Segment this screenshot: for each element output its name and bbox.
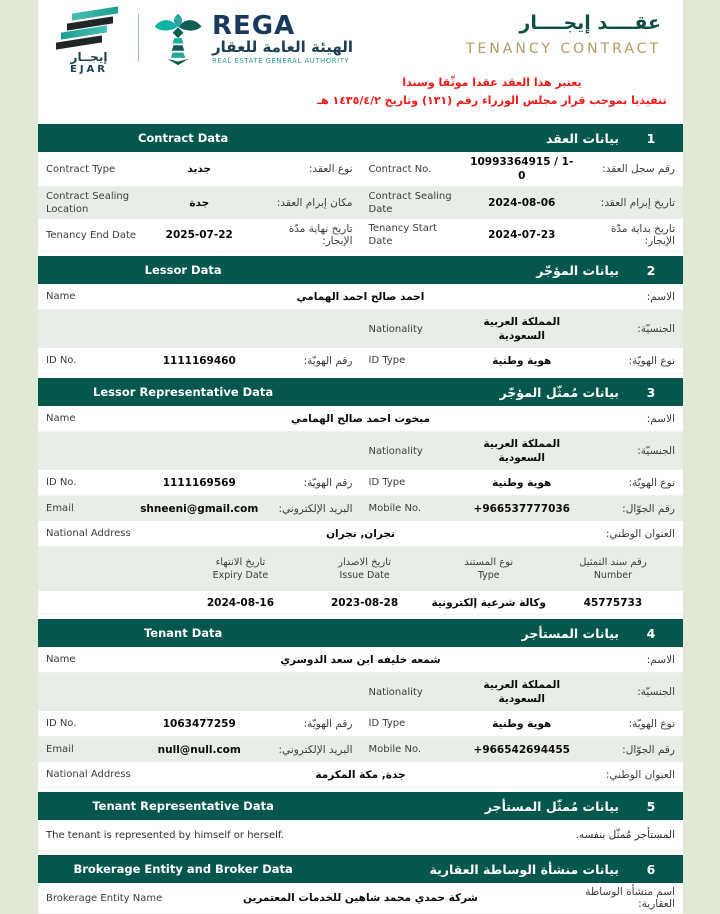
- ejar-logo-icon: [46, 10, 132, 46]
- empty-cell: [38, 673, 361, 711]
- value-doc-number: 45775733: [583, 596, 643, 609]
- field-label-ar: تاريخ إبرام العقد:: [600, 197, 675, 210]
- field-label-ar: رقم الجوّال:: [622, 502, 675, 515]
- field-value: هوية وطنية: [492, 354, 552, 367]
- table-row: [38, 310, 683, 348]
- tenant-self-representation-note: [38, 820, 683, 851]
- section-header-lessor-representative: [38, 378, 683, 406]
- column-label-en: Type: [477, 570, 500, 582]
- section-header-tenant-representative: [38, 792, 683, 820]
- section-title-arabic: بيانات المؤجّر: [536, 262, 619, 278]
- column-label-en: Expiry Date: [212, 570, 269, 582]
- note-english: The tenant is represented by himself or herself.: [46, 829, 284, 841]
- field-label-ar: الاسم:: [646, 290, 675, 303]
- section-title-english: Contract Data: [137, 131, 229, 145]
- contract-page: [38, 0, 683, 911]
- field-contract-no: [361, 152, 684, 186]
- field-label-ar: رقم الهويّة:: [303, 717, 353, 730]
- field-rep-name: [38, 406, 683, 431]
- section-number: 4: [646, 625, 656, 641]
- document-title-arabic: عقــــد إيجــــار: [519, 12, 661, 34]
- field-label-en: Contract Sealing Date: [368, 191, 452, 216]
- logo-divider: [138, 14, 139, 62]
- field-label-ar: تاريخ بداية مدّة الإيجار:: [610, 223, 675, 248]
- table-row: [38, 470, 683, 496]
- document-title-english: TENANCY CONTRACT: [465, 41, 661, 57]
- field-value: نجران, نجران: [326, 527, 395, 540]
- document-title: [466, 12, 661, 57]
- field-label-ar: العنوان الوطني:: [605, 768, 675, 781]
- field-label-en: ID No.: [46, 355, 77, 367]
- field-label-en: Mobile No.: [368, 744, 422, 756]
- field-rep-id-type: [361, 470, 684, 495]
- field-value: 1063477259: [162, 717, 236, 730]
- field-label-ar: نوع الهويّة:: [628, 476, 675, 489]
- field-tenant-national-address: [38, 762, 683, 787]
- field-value: جدة, مكة المكرمة: [315, 768, 406, 781]
- field-label-ar: الجنسيّة:: [637, 445, 675, 458]
- field-label-en: Nationality: [368, 686, 423, 698]
- value-expiry-date: 2024-08-16: [206, 596, 275, 609]
- field-value: shneeni@gmail.com: [140, 502, 259, 515]
- field-label-ar: نوع الهويّة:: [628, 717, 675, 730]
- field-lessor-name: [38, 284, 683, 309]
- field-label-ar: رقم سجل العقد:: [602, 163, 675, 176]
- field-value: شمعه خليفه ابن سعد الدوسري: [280, 653, 441, 666]
- field-tenant-id-no: [38, 711, 361, 736]
- field-value: null@null.com: [157, 743, 241, 756]
- table-row: [38, 647, 683, 673]
- field-tenant-email: [38, 737, 361, 762]
- field-value: هوية وطنية: [492, 717, 552, 730]
- field-label-ar: البريد الإلكتروني:: [278, 502, 353, 515]
- ejar-logo: [46, 10, 132, 75]
- representation-doc-header-row: [38, 547, 683, 591]
- column-label-ar: تاريخ الانتهاء: [215, 557, 266, 569]
- field-label-ar: الجنسيّة:: [637, 686, 675, 699]
- field-contract-type: [38, 152, 361, 186]
- field-rep-national-address: [38, 521, 683, 546]
- column-label-en: Number: [593, 570, 632, 582]
- section-title-arabic: بيانات منشأة الوساطة العقارية: [429, 861, 619, 877]
- rega-text-block: [212, 10, 354, 66]
- table-row: [38, 673, 683, 711]
- rega-palm-icon: [151, 12, 205, 66]
- table-row: [38, 432, 683, 470]
- field-label-en: ID No.: [46, 477, 77, 489]
- field-label-en: Tenancy Start Date: [368, 223, 437, 248]
- rega-logo: [151, 12, 353, 66]
- field-label-en: National Address: [46, 769, 131, 781]
- field-value: جدة: [189, 197, 210, 210]
- column-label-ar: رقم سند التمثيل: [579, 557, 647, 569]
- rega-english-name: REAL ESTATE GENERAL AUTHORITY: [212, 57, 350, 66]
- section-header-tenant-data: [38, 619, 683, 647]
- field-label-ar: نوع العقد:: [309, 163, 353, 176]
- column-doc-number: [551, 557, 675, 581]
- field-label-en: ID No.: [46, 718, 77, 730]
- section-title-arabic: بيانات مُمثّل المؤجّر: [499, 384, 619, 400]
- field-value: المملكة العربية السعودية: [483, 438, 561, 465]
- field-label-ar: الاسم:: [646, 653, 675, 666]
- field-value: 2024-07-23: [488, 229, 556, 242]
- field-label-ar: تاريخ نهاية مدّة الإيجار:: [288, 223, 353, 248]
- table-row: [38, 496, 683, 521]
- section-header-contract-data: [38, 124, 683, 152]
- table-row: [38, 762, 683, 788]
- field-start-date: [361, 219, 684, 251]
- field-value: 1111169569: [162, 476, 236, 489]
- table-row: [38, 883, 683, 914]
- section-title-arabic: بيانات مُمثّل المستأجر: [484, 798, 619, 814]
- section-title-english: Tenant Data: [143, 626, 223, 641]
- column-issue-date: [303, 557, 427, 581]
- field-label-en: ID Type: [368, 718, 406, 730]
- representation-doc-values: [178, 597, 683, 609]
- field-sealing-date: [361, 187, 684, 219]
- field-label-en: Name: [46, 291, 76, 303]
- field-label-ar: العنوان الوطني:: [605, 527, 675, 540]
- field-value: 2024-08-06: [488, 197, 556, 210]
- section-title-arabic: بيانات المستأجر: [521, 625, 619, 641]
- rega-wordmark: REGA: [212, 10, 296, 41]
- field-label-ar: الجنسيّة:: [637, 323, 675, 336]
- field-value: المملكة العربية السعودية: [483, 316, 561, 343]
- section-number: 5: [646, 798, 656, 814]
- field-label-ar: رقم الهويّة:: [303, 476, 353, 489]
- section-title-english: Lessor Representative Data: [93, 385, 274, 400]
- column-expiry-date: [178, 557, 302, 581]
- ejar-wordmark-latin: EJAR: [70, 63, 108, 75]
- field-label-ar: البريد الإلكتروني:: [278, 743, 353, 756]
- field-label-en: Brokerage Entity Name: [46, 892, 163, 904]
- field-label-en: Name: [46, 654, 76, 666]
- table-row: [38, 711, 683, 737]
- field-tenant-mobile: [361, 737, 684, 762]
- section-number: 6: [646, 861, 656, 877]
- ejar-wordmark-arabic: إيجــار: [70, 49, 108, 64]
- field-label-en: Contract No.: [368, 163, 432, 175]
- field-label-ar: الاسم:: [646, 412, 675, 425]
- table-row: [38, 187, 683, 219]
- field-label-ar: رقم الهويّة:: [303, 354, 353, 367]
- field-end-date: [38, 219, 361, 251]
- field-value: احمد صالح احمد الهمامي: [296, 290, 425, 303]
- section-number: 1: [646, 130, 656, 146]
- field-value: 10993364915 / 1-0: [470, 156, 574, 183]
- field-rep-id-no: [38, 470, 361, 495]
- field-brokerage-entity-name: [38, 883, 683, 913]
- field-sealing-location: [38, 187, 361, 219]
- field-tenant-name: [38, 647, 683, 672]
- section-title-english: Brokerage Entity and Broker Data: [73, 862, 293, 877]
- field-label-ar: رقم الجوّال:: [622, 743, 675, 756]
- representation-doc-values-row: [38, 591, 683, 615]
- field-label-en: Email: [46, 503, 74, 515]
- representation-doc-columns: [178, 557, 683, 581]
- field-value: مبخوت احمد صالح الهمامي: [291, 412, 430, 425]
- field-label-en: Tenancy End Date: [46, 229, 137, 241]
- field-value: +966537777036: [473, 502, 570, 515]
- field-label-en: Email: [46, 744, 74, 756]
- section-number: 2: [646, 262, 656, 278]
- section-title-english: Tenant Representative Data: [92, 799, 274, 814]
- field-label-en: Nationality: [368, 445, 423, 457]
- document-header: [38, 0, 683, 120]
- section-header-lessor-data: [38, 256, 683, 284]
- section-header-brokerage-data: [38, 855, 683, 883]
- field-value: هوية وطنية: [492, 476, 552, 489]
- value-issue-date: 2023-08-28: [331, 596, 399, 609]
- field-label-en: Nationality: [368, 323, 423, 335]
- field-rep-email: [38, 496, 361, 521]
- field-value: المملكة العربية السعودية: [483, 679, 561, 706]
- section-number: 3: [646, 384, 656, 400]
- field-label-ar: مكان إبرام العقد:: [276, 197, 353, 210]
- table-row: [38, 284, 683, 310]
- field-rep-mobile: [361, 496, 684, 521]
- field-label-en: Mobile No.: [368, 503, 422, 515]
- column-label-ar: نوع المستند: [464, 557, 514, 569]
- field-label-en: Contract Sealing Location: [46, 191, 130, 216]
- table-row: [38, 348, 683, 374]
- table-row: [38, 406, 683, 432]
- legal-notice: [317, 74, 667, 109]
- legal-notice-line2: تنفيذيا بموجب قرار مجلس الوزراء رقم (١٣١) وتاريخ ١٤٣٥/٤/٢ هـ: [317, 93, 667, 107]
- column-label-ar: تاريخ الاصدار: [338, 557, 392, 569]
- table-row: [38, 152, 683, 187]
- field-label-ar: اسم منشأة الوساطة العقارية:: [585, 886, 675, 911]
- empty-cell: [38, 310, 361, 348]
- field-lessor-nationality: [361, 310, 684, 348]
- column-label-en: Issue Date: [339, 570, 390, 582]
- field-label-ar: نوع الهويّة:: [628, 354, 675, 367]
- field-label-en: Name: [46, 413, 76, 425]
- legal-notice-line1: يعتبر هذا العقد عقدا موثّقا وسندا: [402, 76, 582, 89]
- section-title-arabic: بيانات العقد: [545, 130, 619, 146]
- value-doc-type: وكالة شرعية إلكترونية: [431, 596, 546, 609]
- field-value: 2025-07-22: [165, 229, 233, 242]
- table-row: [38, 737, 683, 762]
- field-value: شركة حمدي محمد شاهين للخدمات المعتمرين: [243, 892, 478, 905]
- field-tenant-id-type: [361, 711, 684, 736]
- field-tenant-nationality: [361, 673, 684, 711]
- section-title-english: Lessor Data: [144, 263, 222, 278]
- field-label-en: ID Type: [368, 355, 406, 367]
- field-value: +966542694455: [473, 743, 570, 756]
- field-value: 1111169460: [162, 354, 236, 367]
- empty-cell: [38, 432, 361, 470]
- table-row: [38, 219, 683, 252]
- field-value: جديد: [187, 163, 212, 176]
- note-arabic: المستأجر مُمثّل بنفسه.: [575, 829, 675, 842]
- field-lessor-id-no: [38, 348, 361, 373]
- field-lessor-id-type: [361, 348, 684, 373]
- field-label-en: Contract Type: [46, 163, 116, 175]
- table-row: [38, 521, 683, 547]
- field-label-en: National Address: [46, 528, 131, 540]
- field-rep-nationality: [361, 432, 684, 470]
- column-doc-type: [427, 557, 551, 581]
- field-label-en: ID Type: [368, 477, 406, 489]
- rega-arabic-name: الهيئة العامة للعقار: [212, 37, 354, 56]
